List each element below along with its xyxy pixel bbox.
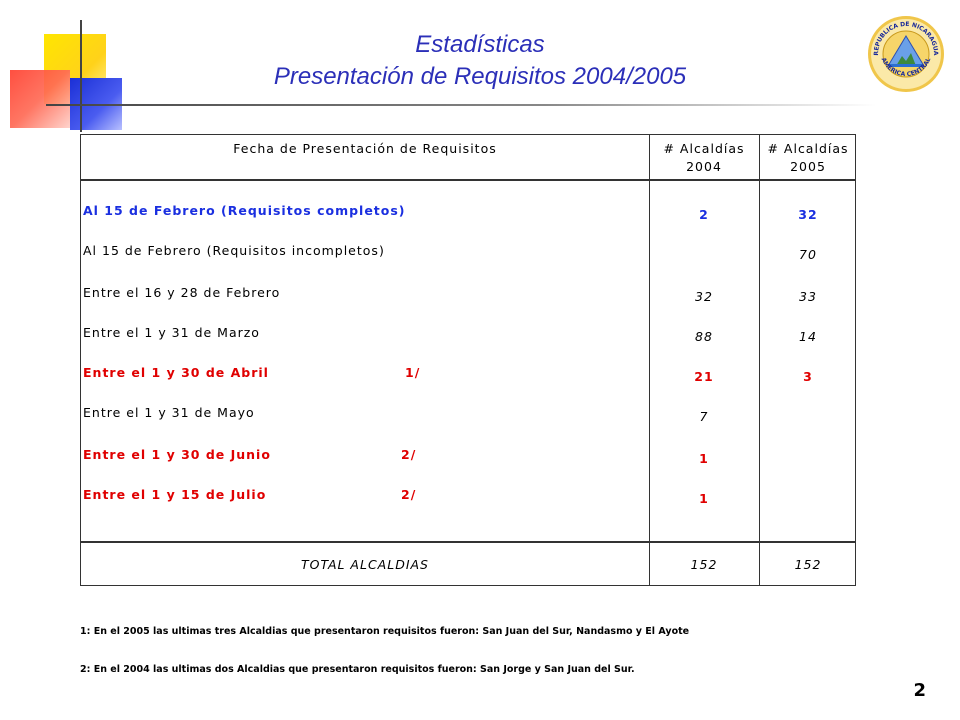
header-divider	[81, 179, 855, 181]
row-label: Entre el 1 y 31 de Mayo	[83, 405, 255, 420]
row-footnote-ref: 1/	[405, 365, 421, 380]
row-value-2005: 33	[799, 289, 817, 304]
row-label: Entre el 1 y 30 de Abril	[83, 365, 269, 380]
total-label: TOTAL ALCALDIAS	[300, 557, 429, 572]
header-2005-line1: # Alcaldías	[767, 141, 849, 156]
total-divider	[81, 541, 855, 543]
row-value-2004: 1	[699, 491, 709, 506]
column-divider-2005	[759, 135, 760, 585]
row-value-2005: 32	[798, 207, 818, 222]
row-label: Entre el 1 y 31 de Marzo	[83, 325, 260, 340]
logo-red-square	[10, 70, 70, 128]
row-value-2004: 21	[694, 369, 714, 384]
total-2005: 152	[794, 557, 822, 572]
row-value-2005: 14	[799, 329, 817, 344]
decorative-vertical-line	[80, 20, 82, 132]
row-value-2005: 70	[799, 247, 817, 262]
seal-bottom-text: AMERICA CENTRAL	[879, 56, 933, 79]
column-divider-2004	[649, 135, 650, 585]
row-label: Al 15 de Febrero (Requisitos incompletos)	[83, 243, 385, 258]
header-2004-line1: # Alcaldías	[663, 141, 745, 156]
row-label: Entre el 16 y 28 de Febrero	[83, 285, 281, 300]
row-value-2004: 1	[699, 451, 709, 466]
nicaragua-seal-icon	[866, 14, 946, 94]
footnote-2: 2: En el 2004 las ultimas dos Alcaldias que presentaron requisitos fueron: San Jorge y San Juan del Sur.	[80, 664, 635, 675]
row-value-2004: 32	[695, 289, 713, 304]
row-footnote-ref: 2/	[401, 487, 417, 502]
row-value-2005: 3	[803, 369, 813, 384]
total-2004: 152	[690, 557, 718, 572]
row-value-2004: 88	[695, 329, 713, 344]
row-value-2004: 2	[699, 207, 709, 222]
row-footnote-ref: 2/	[401, 447, 417, 462]
header-2004-line2: 2004	[686, 159, 722, 174]
footnote-1: 1: En el 2005 las ultimas tres Alcaldias que presentaron requisitos fueron: San Juan del Sur, Nandasmo y El Ayote	[80, 626, 690, 637]
header-2005-line2: 2005	[790, 159, 826, 174]
page-title: Estadísticas	[415, 31, 545, 58]
row-label: Al 15 de Febrero (Requisitos completos)	[83, 203, 406, 218]
row-value-2004: 7	[699, 409, 709, 424]
row-label: Entre el 1 y 15 de Julio	[83, 487, 267, 502]
page-number: 2	[913, 680, 926, 701]
requirements-table	[80, 134, 856, 586]
page-subtitle: Presentación de Requisitos 2004/2005	[273, 63, 687, 90]
row-label: Entre el 1 y 30 de Junio	[83, 447, 271, 462]
header-fecha: Fecha de Presentación de Requisitos	[233, 141, 497, 156]
seal-top-text: REPUBLICA DE NICARAGUA	[872, 20, 940, 56]
decorative-horizontal-line	[46, 104, 876, 106]
